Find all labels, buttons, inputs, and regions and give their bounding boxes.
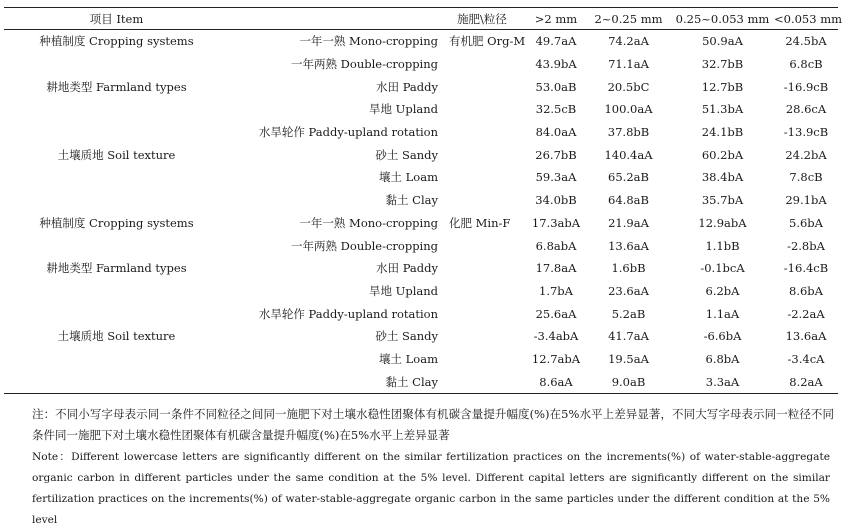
table-notes: [34, 404, 834, 531]
cell-2-025mm: 37.8bB: [607, 125, 650, 140]
table-row: [4, 257, 838, 280]
cell-fertilizer: [438, 75, 526, 98]
cell-fertilizer: [438, 189, 526, 212]
cell-lt-0053mm: 7.8cB: [789, 170, 823, 185]
table-row: [4, 212, 838, 235]
cell-category: 土壤质地 Soil texture: [57, 329, 176, 344]
cell-condition: 壤土 Loam: [379, 170, 438, 185]
cell-fertilizer: [438, 280, 526, 303]
cell-lt-0053mm: 13.6aA: [785, 329, 827, 344]
cell-category: [4, 234, 229, 257]
cell-025-0053mm: 1.1aA: [705, 306, 740, 321]
table-row: [4, 348, 838, 371]
cell-lt-0053mm: 28.6cA: [785, 102, 827, 117]
cell-gt-2mm: 1.7bA: [539, 283, 573, 298]
cell-category: 耕地类型 Farmland types: [46, 79, 187, 94]
cell-2-025mm: 5.2aB: [611, 306, 646, 321]
header-item: 项目 Item: [4, 8, 229, 30]
cell-2-025mm: 65.2aB: [608, 170, 649, 185]
cell-lt-0053mm: 8.6bA: [789, 283, 823, 298]
cell-025-0053mm: 12.7bB: [701, 79, 744, 94]
cell-gt-2mm: 25.6aA: [535, 306, 577, 321]
note-english: Note：Different lowercase letters are significantly different on the similar fertilization practices on the increments(%) of water-stable-aggregate organic carbon in different particles under the same condition at the 5% level. Different capital letters are significantly different on the similar fertilization practices on the increments(%) of water-stable-aggregate organic carbon in the same particles under the different condition at the 5% level: [32, 451, 830, 526]
cell-025-0053mm: -0.1bcA: [700, 261, 745, 276]
cell-condition: 旱地 Upland: [368, 283, 438, 298]
cell-lt-0053mm: -13.9cB: [783, 125, 829, 140]
cell-fertilizer: [438, 325, 526, 348]
cell-condition: 旱地 Upland: [368, 102, 438, 117]
cell-025-0053mm: 50.9aA: [702, 34, 743, 49]
cell-condition: 一年两熟 Double-cropping: [291, 238, 438, 253]
table-row: [4, 370, 838, 393]
cell-2-025mm: 1.6bB: [611, 261, 646, 276]
cell-gt-2mm: 26.7bB: [535, 147, 577, 162]
cell-lt-0053mm: 5.6bA: [789, 215, 823, 230]
header-2-025mm: 2~0.25 mm: [586, 8, 671, 30]
cell-category: 土壤质地 Soil texture: [57, 147, 176, 162]
cell-025-0053mm: 24.1bB: [701, 125, 744, 140]
cell-fertilizer: [438, 53, 526, 76]
cell-lt-0053mm: 6.8cB: [789, 57, 823, 72]
cell-2-025mm: 140.4aA: [604, 147, 653, 162]
cell-2-025mm: 19.5aA: [608, 351, 649, 366]
cell-condition: 一年一熟 Mono-cropping: [299, 215, 438, 230]
header-fertilizer-particle: 施肥\粒径: [438, 8, 526, 30]
cell-gt-2mm: 12.7abA: [531, 351, 581, 366]
cell-category: [4, 53, 229, 76]
cell-category: [4, 280, 229, 303]
cell-025-0053mm: 32.7bB: [701, 57, 744, 72]
table-row: [4, 280, 838, 303]
cell-lt-0053mm: -16.9cB: [783, 79, 829, 94]
cell-gt-2mm: 84.0aA: [535, 125, 577, 140]
table-row: [4, 75, 838, 98]
header-gt-2mm: >2 mm: [526, 8, 586, 30]
table-row: [4, 53, 838, 76]
cell-fertilizer: [438, 98, 526, 121]
cell-fertilizer: [438, 121, 526, 144]
header-lt-0053mm: <0.053 mm: [774, 8, 838, 30]
note-chinese: 注：不同小写字母表示同一条件不同粒径之间同一施肥下对土壤水稳性团聚体有机碳含量提升幅度(%)在5%水平上差异显著，不同大写字母表示同一粒径不同条件同一施肥下对土壤水稳性团聚体有机碳含量提升幅度(%)在5%水平上差异显著: [32, 407, 834, 442]
data-table: [4, 7, 843, 394]
cell-category: [4, 302, 229, 325]
cell-2-025mm: 41.7aA: [608, 329, 649, 344]
cell-fertilizer: 化肥 Min-F: [449, 215, 511, 230]
cell-fertilizer: [438, 370, 526, 393]
cell-condition: 壤土 Loam: [379, 351, 438, 366]
cell-fertilizer: [438, 302, 526, 325]
cell-2-025mm: 64.8aB: [608, 193, 649, 208]
cell-gt-2mm: 53.0aB: [535, 79, 577, 94]
table-row: [4, 121, 838, 144]
header-025-0053mm: 0.25~0.053 mm: [671, 8, 774, 30]
table-row: [4, 302, 838, 325]
cell-condition: 一年一熟 Mono-cropping: [299, 34, 438, 49]
cell-fertilizer: [438, 234, 526, 257]
cell-025-0053mm: 1.1bB: [705, 238, 740, 253]
cell-condition: 砂土 Sandy: [375, 329, 438, 344]
cell-2-025mm: 21.9aA: [608, 215, 649, 230]
cell-025-0053mm: 3.3aA: [671, 370, 774, 393]
header-condition: [229, 8, 438, 30]
cell-category: 种植制度 Cropping systems: [39, 215, 194, 230]
cell-category: [4, 189, 229, 212]
cell-2-025mm: 100.0aA: [604, 102, 653, 117]
cell-fertilizer: [438, 257, 526, 280]
cell-2-025mm: 71.1aA: [608, 57, 649, 72]
cell-2-025mm: 20.5bC: [607, 79, 650, 94]
cell-gt-2mm: 49.7aA: [535, 34, 577, 49]
cell-category: [4, 121, 229, 144]
cell-fertilizer: [438, 166, 526, 189]
cell-gt-2mm: 6.8abA: [535, 238, 577, 253]
cell-025-0053mm: 6.8bA: [705, 351, 740, 366]
cell-lt-0053mm: -2.8bA: [787, 238, 825, 253]
cell-2-025mm: 74.2aA: [608, 34, 649, 49]
cell-025-0053mm: 35.7bA: [701, 193, 744, 208]
cell-condition: 一年两熟 Double-cropping: [291, 57, 438, 72]
cell-gt-2mm: 43.9bA: [535, 57, 577, 72]
cell-gt-2mm: 59.3aA: [535, 170, 577, 185]
table-row: [4, 166, 838, 189]
cell-category: 耕地类型 Farmland types: [46, 261, 187, 276]
cell-condition: 黏土 Clay: [229, 370, 438, 393]
table-row: [4, 189, 838, 212]
cell-lt-0053mm: 24.2bA: [785, 147, 827, 162]
header-row: [4, 8, 838, 30]
cell-gt-2mm: 34.0bB: [535, 193, 577, 208]
cell-gt-2mm: 8.6aA: [526, 370, 586, 393]
cell-025-0053mm: -6.6bA: [703, 329, 742, 344]
cell-lt-0053mm: -2.2aA: [787, 306, 825, 321]
cell-2-025mm: 23.6aA: [608, 283, 649, 298]
cell-condition: 水田 Paddy: [376, 261, 438, 276]
cell-gt-2mm: -3.4abA: [533, 329, 579, 344]
cell-condition: 水田 Paddy: [376, 79, 438, 94]
cell-lt-0053mm: -3.4cA: [787, 351, 825, 366]
cell-condition: 水旱轮作 Paddy-upland rotation: [258, 125, 438, 140]
cell-fertilizer: 有机肥 Org-M: [449, 34, 526, 49]
table-row: [4, 234, 838, 257]
cell-lt-0053mm: 29.1bA: [785, 193, 827, 208]
cell-category: 种植制度 Cropping systems: [39, 34, 194, 49]
table-row: [4, 325, 838, 348]
table-row: [4, 98, 838, 121]
cell-fertilizer: [438, 348, 526, 371]
table-body: [4, 30, 838, 394]
cell-lt-0053mm: 8.2aA: [774, 370, 838, 393]
cell-gt-2mm: 32.5cB: [535, 102, 577, 117]
cell-category: [4, 166, 229, 189]
cell-gt-2mm: 17.8aA: [535, 261, 577, 276]
cell-025-0053mm: 60.2bA: [701, 147, 744, 162]
cell-category: [4, 348, 229, 371]
cell-025-0053mm: 51.3bA: [701, 102, 744, 117]
cell-category: [4, 370, 229, 393]
cell-condition: 砂土 Sandy: [375, 147, 438, 162]
table-row: [4, 143, 838, 166]
cell-025-0053mm: 6.2bA: [705, 283, 740, 298]
cell-category: [4, 98, 229, 121]
table-row: [4, 30, 838, 53]
cell-025-0053mm: 38.4bA: [701, 170, 744, 185]
cell-2-025mm: 9.0aB: [586, 370, 671, 393]
cell-condition: 水旱轮作 Paddy-upland rotation: [258, 306, 438, 321]
cell-fertilizer: [438, 143, 526, 166]
cell-2-025mm: 13.6aA: [608, 238, 649, 253]
cell-gt-2mm: 17.3abA: [531, 215, 581, 230]
cell-025-0053mm: 12.9abA: [698, 215, 747, 230]
cell-lt-0053mm: -16.4cB: [783, 261, 829, 276]
cell-lt-0053mm: 24.5bA: [785, 34, 827, 49]
cell-condition: 黏土 Clay: [385, 193, 438, 208]
